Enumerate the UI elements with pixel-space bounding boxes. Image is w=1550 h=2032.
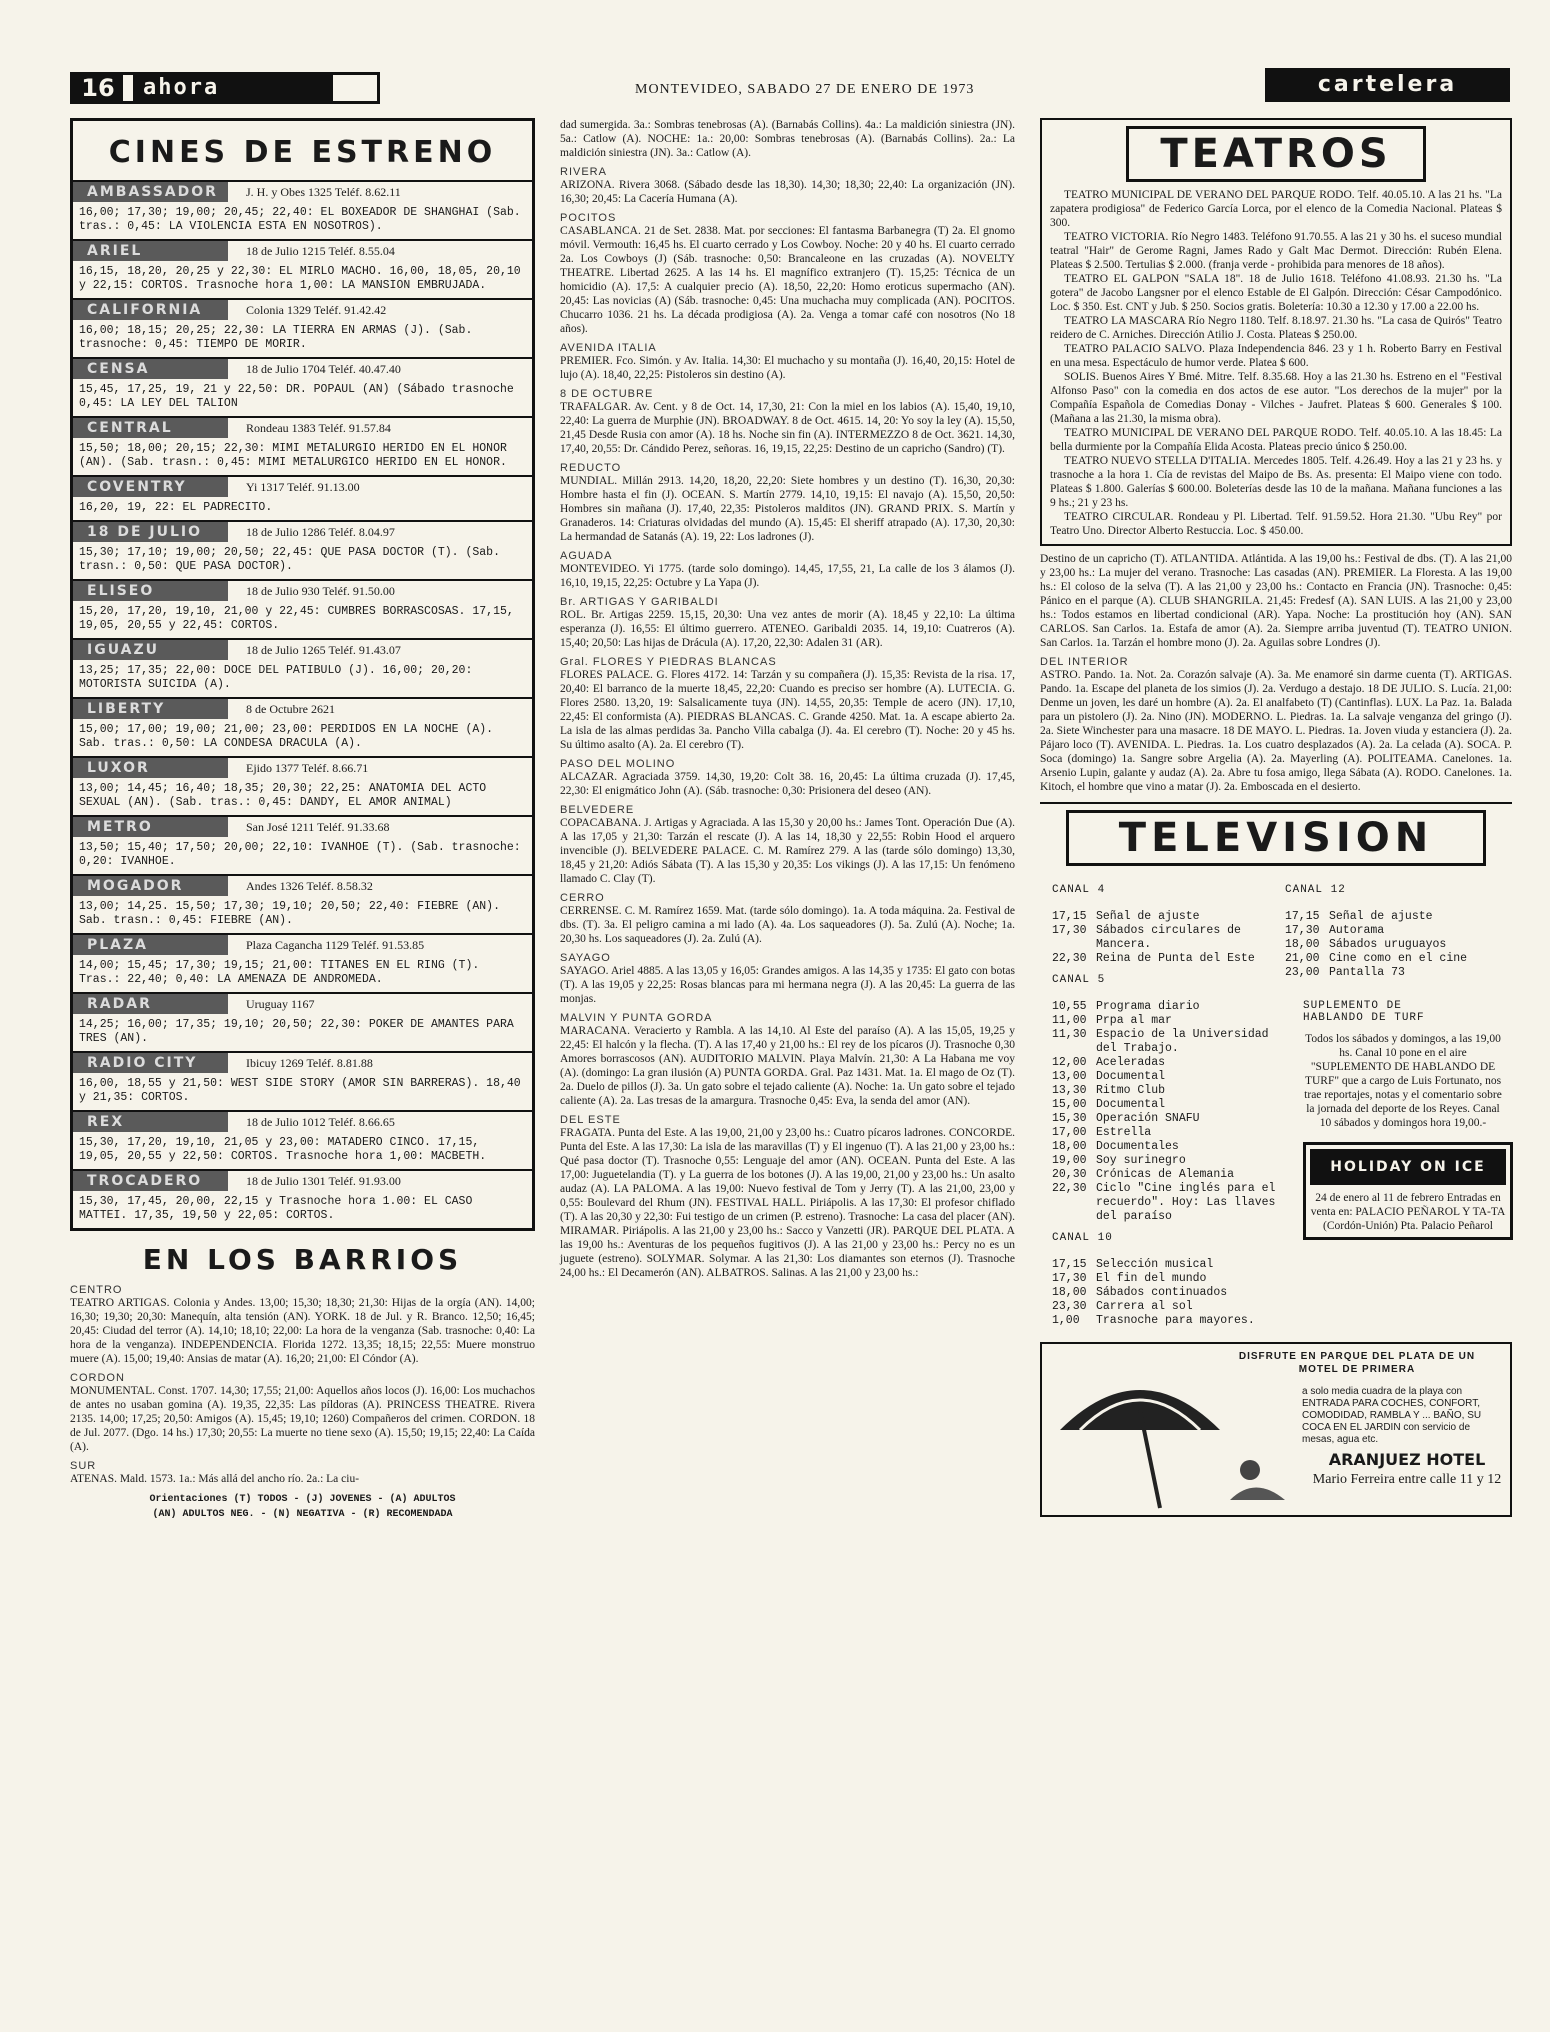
cinema-header bbox=[73, 359, 532, 379]
teatros-list bbox=[1050, 188, 1502, 538]
tv-program-row bbox=[1052, 1314, 1285, 1328]
tv-time: 17,15 bbox=[1285, 910, 1320, 923]
tv-program-row bbox=[1052, 952, 1285, 966]
cinema-showtimes: 15,30, 17,45, 20,00, 22,15 y Trasnoche hora 1.00: EL CASO MATTEI. 17,35, 19,50 y 22,05: CORTOS. bbox=[79, 1195, 473, 1222]
cinema-address: J. H. y Obes 1325 Teléf. 8.62.11 bbox=[246, 184, 401, 199]
tv-program: Trasnoche para mayores. bbox=[1096, 1314, 1255, 1327]
cinema-name: 18 DE JULIO bbox=[73, 522, 228, 542]
tv-program: Documental bbox=[1096, 1098, 1166, 1111]
cinema-showtimes: 16,15, 18,20, 20,25 y 22,30: EL MIRLO MACHO. 16,00, 18,05, 20,10 y 22,15: CORTOS. Trasnoche hora 1,00: LA MANSION EMBRUJADA. bbox=[79, 265, 521, 292]
page-number-box bbox=[70, 72, 380, 104]
page-header bbox=[70, 68, 1510, 108]
tv-program-row bbox=[1052, 1084, 1285, 1098]
tv-program: Sábados uruguayos bbox=[1329, 938, 1447, 951]
cinema-header bbox=[73, 817, 532, 837]
cinema-name: TROCADERO bbox=[73, 1171, 228, 1191]
zone-label: BELVEDERE bbox=[560, 804, 635, 816]
tv-program: Sábados circulares de Mancera. bbox=[1096, 924, 1241, 951]
cinema-header bbox=[73, 699, 532, 719]
tv-program-row bbox=[1052, 1112, 1285, 1126]
cinema-listing bbox=[73, 416, 532, 475]
tv-time: 17,15 bbox=[1052, 910, 1087, 923]
tv-program: Señal de ajuste bbox=[1096, 910, 1200, 923]
tv-program: Autorama bbox=[1329, 924, 1385, 937]
tv-program: Estrella bbox=[1096, 1126, 1152, 1139]
cinema-listing bbox=[73, 933, 532, 992]
zone-label: SUR bbox=[70, 1460, 97, 1472]
zone-listings: ARIZONA. Rivera 3068. (Sábado desde las 18,30). 14,30; 18,30; 22,40: La organización (JN). 16,30; 20,45: La Cacería Humana (A). bbox=[560, 179, 1015, 205]
tv-program-row bbox=[1052, 910, 1285, 924]
holiday-on-ice-ad bbox=[1303, 1142, 1513, 1240]
cinema-showtimes: 15,20, 17,20, 19,10, 21,00 y 22,45: CUMBRES BORRASCOSAS. 17,15, 19,05, 20,55 y 22,45: CORTOS. bbox=[79, 605, 514, 632]
tv-program-row bbox=[1052, 1140, 1285, 1154]
tv-time: 17,30 bbox=[1285, 924, 1320, 937]
cinema-showtimes: 16,00; 17,30; 19,00; 20,45; 22,40: EL BOXEADOR DE SHANGHAI (Sab. tras.: 0,45: LA VIOLENCIA ESTA EN NOSOTROS). bbox=[79, 206, 521, 233]
theatre-listing: TEATRO VICTORIA. Río Negro 1483. Teléfono 91.70.55. A las 21 y 30 hs. el suceso mundial teatral "Hair" de Gerome Ragni, James Rado y Galt Mac Dermot. Dirección: Rubén Elena. Plateas $ 2.500. Tertulias $ 2.000. (franja verde - prohibida para menores de 18 años). bbox=[1050, 231, 1502, 271]
cinema-header bbox=[73, 1112, 532, 1132]
tv-time: 15,00 bbox=[1052, 1098, 1087, 1111]
cinema-address: 8 de Octubre 2621 bbox=[246, 701, 335, 716]
cinema-address: Uruguay 1167 bbox=[246, 996, 315, 1011]
tv-col-right bbox=[1285, 876, 1510, 1328]
cinema-listing bbox=[73, 298, 532, 357]
cinema-name: RADIO CITY bbox=[73, 1053, 228, 1073]
legend-line-2: (AN) ADULTOS NEG. - (N) NEGATIVA - (R) RECOMENDADA bbox=[152, 1509, 453, 1520]
cinema-listing bbox=[73, 1169, 532, 1228]
theatre-listing: TEATRO MUNICIPAL DE VERANO DEL PARQUE RODO. Telf. 40.05.10. A las 18.45: La bella durmiente por la Compañía Elida Acosta. Plateas precio único $ 250.00. bbox=[1050, 427, 1502, 453]
cinema-name: MOGADOR bbox=[73, 876, 228, 896]
canal-10-rows bbox=[1052, 1258, 1285, 1328]
cinema-listing bbox=[73, 815, 532, 874]
cinema-header bbox=[73, 182, 532, 202]
cinema-listing bbox=[73, 992, 532, 1051]
cinema-name: LUXOR bbox=[73, 758, 228, 778]
zone-listings: COPACABANA. J. Artigas y Agraciada. A las 15,30 y 20,00 hs.: James Tont. Operación Due (A). A las 17,05 y 21,30: Tarzán el rescate (J). A las 14, 18,30 y 22,55: Robin Hood el arquero invencible (J). BELVEDERE PALACE. C. M. Ramírez 279. A las (tarde sólo domingo) 13,30, 18,45 y 21,20: Adiós Sábata (T). A las 15,30 y 20,35: Los vikings (J). A las 17,15: Un fenómeno llamado C. Clay (T). bbox=[560, 817, 1015, 885]
tv-time: 18,00 bbox=[1052, 1286, 1087, 1299]
cinema-address: 18 de Julio 1286 Teléf. 8.04.97 bbox=[246, 524, 395, 539]
canal-5-label: CANAL 5 bbox=[1052, 974, 1106, 986]
theatre-listing: TEATRO PALACIO SALVO. Plaza Independencia 846. 23 y 1 h. Roberto Barry en Festival en una mesa. Espectáculo de humor verde. Platea $ 600. bbox=[1050, 343, 1502, 369]
zone-label: Gral. FLORES Y PIEDRAS BLANCAS bbox=[560, 656, 777, 668]
cinema-address: 18 de Julio 930 Teléf. 91.50.00 bbox=[246, 583, 395, 598]
tv-time: 22,30 bbox=[1052, 1182, 1087, 1195]
page-number: 16 bbox=[73, 75, 123, 101]
canal-5-rows bbox=[1052, 1000, 1285, 1224]
tv-program-row bbox=[1052, 1070, 1285, 1084]
cinema-header bbox=[73, 1171, 532, 1191]
cinema-name: REX bbox=[73, 1112, 228, 1132]
tv-time: 19,00 bbox=[1052, 1154, 1087, 1167]
zone-label: MALVIN Y PUNTA GORDA bbox=[560, 1012, 713, 1024]
cinema-listing bbox=[73, 520, 532, 579]
tv-program: Pantalla 73 bbox=[1329, 966, 1405, 979]
tv-time: 23,30 bbox=[1052, 1300, 1087, 1313]
cinema-name: CENSA bbox=[73, 359, 228, 379]
theatre-listing: TEATRO LA MASCARA Río Negro 1180. Telf. 8.18.97. 21.30 hs. "La casa de Quirós" Teatro reidero de C. Arniches. Dirección Atilio J. Costa. Plateas $ 250.00. bbox=[1050, 315, 1502, 341]
cinema-address: 18 de Julio 1215 Teléf. 8.55.04 bbox=[246, 243, 395, 258]
tv-time: 11,00 bbox=[1052, 1014, 1087, 1027]
tv-time: 13,30 bbox=[1052, 1084, 1087, 1097]
ratings-legend bbox=[70, 1492, 535, 1522]
cinema-listing bbox=[73, 756, 532, 815]
cinema-showtimes: 13,25; 17,35; 22,00: DOCE DEL PATIBULO (J). 16,00; 20,20: MOTORISTA SUICIDA (A). bbox=[79, 664, 473, 691]
tv-program: Carrera al sol bbox=[1096, 1300, 1193, 1313]
left-column bbox=[70, 118, 535, 1522]
zone-label: CORDON bbox=[70, 1372, 125, 1384]
cinema-address: 18 de Julio 1301 Teléf. 91.93.00 bbox=[246, 1173, 401, 1188]
cinema-showtimes: 15,50; 18,00; 20,15; 22,30: MIMI METALURGIO HERIDO EN EL HONOR (AN). (Sab. trasn.: 0,45: MIMI METALURGICO HERIDO EN EL HONOR. bbox=[79, 442, 507, 469]
tv-program-row bbox=[1052, 1272, 1285, 1286]
zone-label: AGUADA bbox=[560, 550, 613, 562]
tv-time: 12,00 bbox=[1052, 1056, 1087, 1069]
tv-time: 15,30 bbox=[1052, 1112, 1087, 1125]
canal-4-label: CANAL 4 bbox=[1052, 884, 1106, 896]
cinema-header bbox=[73, 994, 532, 1014]
tv-program: Operación SNAFU bbox=[1096, 1112, 1200, 1125]
cines-title: CINES DE ESTRENO bbox=[108, 135, 497, 170]
cines-de-estreno-box bbox=[70, 118, 535, 1231]
tv-time: 20,30 bbox=[1052, 1168, 1087, 1181]
cinema-address: Rondeau 1383 Teléf. 91.57.84 bbox=[246, 420, 391, 435]
zone-listings: MUNDIAL. Millán 2913. 14,20, 18,20, 22,20: Siete hombres y un destino (T). 16,30, 20,30: Hombre hasta el fin (J). OCEAN. S. Martín 2779. 14,10, 19,15: El navajo (A). 15,50, 20,50: Hombres sin mañana (J). 17,40, 22,35: Pistoleros malditos (JN). GRAND PRIX. S. Martín y Granaderos. 14: Criaturas olvidadas del mundo (A). 15,45: El sheriff atrapado (A). 17,30, 20,30: La hermandad de Satanás (A). 19, 22: Los ladrones (J). bbox=[560, 475, 1015, 543]
tv-time: 10,55 bbox=[1052, 1000, 1087, 1013]
cinema-listing bbox=[73, 1110, 532, 1169]
tv-program-row bbox=[1052, 1000, 1285, 1014]
cinema-address: Ejido 1377 Teléf. 8.66.71 bbox=[246, 760, 369, 775]
cinema-header bbox=[73, 640, 532, 660]
tv-program: Aceleradas bbox=[1096, 1056, 1166, 1069]
zone-label: SAYAGO bbox=[560, 952, 611, 964]
tv-program-row bbox=[1052, 1286, 1285, 1300]
tv-program: Ciclo "Cine inglés para el recuerdo". Hoy: Las llaves del paraíso bbox=[1096, 1182, 1276, 1223]
tv-program-row bbox=[1052, 1056, 1285, 1070]
cinema-showtimes: 15,00; 17,00; 19,00; 21,00; 23,00: PERDIDOS EN LA NOCHE (A). Sab. tras.: 0,50: LA CONDESA DRACULA (A). bbox=[79, 723, 494, 750]
zone-label: RIVERA bbox=[560, 166, 607, 178]
tv-program-row bbox=[1052, 924, 1285, 952]
zone-listings: CERRENSE. C. M. Ramírez 1659. Mat. (tarde sólo domingo). 1a. A toda máquina. 2a. Festival de dbs. (T). 3a. El peligro camina a mi lado (A). 4a. Los saqueadores (J). 5a. Zulú (A). Noche; 1a. 20,30 hs. Los saqueadores (J). 2a. Zulú (A). bbox=[560, 905, 1015, 945]
suplemento-text: Todos los sábados y domingos, a las 19,00 hs. Canal 10 pone en el aire "SUPLEMENTO DE HABLANDO DE TURF" que a cargo de Luis Fortunato, nos trae reportajes, notas y el comentario sobre la jornada del deporte de los Reyes. Canal 10 sábados y domingos hora 19,00.- bbox=[1304, 1033, 1502, 1129]
tv-program-row bbox=[1052, 1014, 1285, 1028]
tv-program-row bbox=[1285, 910, 1510, 924]
ad-headline: DISFRUTE EN PARQUE DEL PLATA DE UN MOTEL DE PRIMERA bbox=[1238, 1351, 1476, 1375]
cinema-listing bbox=[73, 239, 532, 298]
aranjuez-hotel-ad bbox=[1040, 1342, 1512, 1517]
theatre-listing: TEATRO CIRCULAR. Rondeau y Pl. Libertad. Telf. 91.59.52. Hora 21.30. "Ubu Rey" por Teatro Uno. Director Alberto Restuccia. Loc. $ 450.00. bbox=[1050, 511, 1502, 537]
tv-program-row bbox=[1052, 1300, 1285, 1314]
tv-program: El fin del mundo bbox=[1096, 1272, 1207, 1285]
tv-program: Cine como en el cine bbox=[1329, 952, 1468, 965]
zone-listings: ROL. Br. Artigas 2259. 15,15, 20,30: Una vez antes de morir (A). 18,45 y 22,10: La última esperanza (J). 16,55: El último guerrero. ATENEO. Garibaldi 2035. 14, 19,10: Cuatreros (A). 15,40; 20,50: Las hijas de Drácula (A). 17,20, 22,30: Adalen 31 (AR). bbox=[560, 609, 1015, 649]
zone-interior: DEL INTERIOR bbox=[1040, 656, 1129, 668]
tv-program-row bbox=[1052, 1258, 1285, 1272]
cinema-showtimes: 15,45, 17,25, 19, 21 y 22,50: DR. POPAUL (AN) (Sábado trasnoche 0,45: LA LEY DEL TALION bbox=[79, 383, 514, 410]
zone-label: PASO DEL MOLINO bbox=[560, 758, 676, 770]
cinema-name: LIBERTY bbox=[73, 699, 228, 719]
tv-program: Ritmo Club bbox=[1096, 1084, 1166, 1097]
cinema-address: Plaza Cagancha 1129 Teléf. 91.53.85 bbox=[246, 937, 425, 952]
cinema-listing bbox=[73, 475, 532, 520]
tv-listings bbox=[1040, 876, 1512, 1328]
cinema-address: Colonia 1329 Teléf. 91.42.42 bbox=[246, 302, 387, 317]
cinema-listing bbox=[73, 638, 532, 697]
cinema-name: PLAZA bbox=[73, 935, 228, 955]
section-tag: cartelera bbox=[1265, 68, 1510, 102]
tv-program-row bbox=[1052, 1154, 1285, 1168]
tv-program-row bbox=[1052, 1126, 1285, 1140]
cinema-header bbox=[73, 477, 532, 497]
cinema-header bbox=[73, 241, 532, 261]
cinema-name: METRO bbox=[73, 817, 228, 837]
tv-program-row bbox=[1052, 1098, 1285, 1112]
tv-program: Documental bbox=[1096, 1070, 1166, 1083]
zone-label: REDUCTO bbox=[560, 462, 622, 474]
cinema-header bbox=[73, 581, 532, 601]
zone-label: CENTRO bbox=[70, 1284, 123, 1296]
tv-time: 17,15 bbox=[1052, 1258, 1087, 1271]
zone-listings: SAYAGO. Ariel 4885. A las 13,05 y 16,05: Grandes amigos. A las 14,35 y 1735: El gato con botas (T). A las 19,05 y 22,25: Rosas blancas para mi hermana negra (J). A las 20,45: La guerra de las monjas. bbox=[560, 965, 1015, 1005]
cinema-name: COVENTRY bbox=[73, 477, 228, 497]
zone-listings: MONTEVIDEO. Yi 1775. (tarde solo domingo). 14,45, 17,55, 21, La calle de los 3 álamos (J). 16,10, 19,15, 22,25: Octubre y La Yapa (J). bbox=[560, 563, 1015, 589]
barrios-list bbox=[70, 1284, 535, 1486]
zone-label: 8 DE OCTUBRE bbox=[560, 388, 654, 400]
tv-program: Documentales bbox=[1096, 1140, 1179, 1153]
cinema-listing bbox=[73, 579, 532, 638]
canal-10-label: CANAL 10 bbox=[1052, 1232, 1113, 1244]
cinema-address: Ibicuy 1269 Teléf. 8.81.88 bbox=[246, 1055, 373, 1070]
cinema-header bbox=[73, 876, 532, 896]
divider bbox=[1040, 802, 1512, 804]
canal-12-rows bbox=[1285, 910, 1510, 980]
tv-program: Señal de ajuste bbox=[1329, 910, 1433, 923]
cinema-listing bbox=[73, 697, 532, 756]
cinema-name: CENTRAL bbox=[73, 418, 228, 438]
zone-label: DEL ESTE bbox=[560, 1114, 621, 1126]
cinema-name: RADAR bbox=[73, 994, 228, 1014]
zone-label: POCITOS bbox=[560, 212, 617, 224]
holiday-title: HOLIDAY ON ICE bbox=[1310, 1149, 1506, 1185]
zone-listings: FRAGATA. Punta del Este. A las 19,00, 21,00 y 23,00 hs.: Cuatro pícaros ladrones. CONCORDE. Punta del Este. A las 17,30: La isla de las maravillas (T) y El ingenuo (T). A las 21,00 y 23,00 hs.: Qué pasa doctor (T). Trasnoche 0,55: Lenguaje del amor (AN). OCEAN. Punta del Este. A las 17,00: Juguetelandia (T). y La guerra de los botones (J). A las 19,00, 21,00 y 23,00 hs.: Un asalto audaz (A). LA PALOMA. A las 19,00: Nuevo festival de Tom y Jerry (T). A las 21,00, 23,00 y 0,55: Boulevard del Rhum (JN). FESTIVAL HALL. Piriápolis. A las 17,30: El profesor chiflado (T). A las 20,30 y 22,30: Fui testigo de un crimen (P. estreno). Trasnoche: La casa del placer (AN). MIRAMAR. Piriápolis. A las 21,00 y 23,00 hs.: Sacco y Vanzetti (JR). PARQUE DEL PLATA. A las 19,00 hs.: Aventuras de los pequeños fugitivos (J). A las 21,00 y 23,00 hs.: Percy no es un juguete (estreno). SOLYMAR. Solymar. A las 21,30: Los diamantes son eternos (J). Trasnoche 24,00 hs.: El Decamerón (AN). ALBATROS. Salinas. A las 21,00 y 23,00 hs.: bbox=[560, 1127, 1015, 1279]
tv-program: Selección musical bbox=[1096, 1258, 1214, 1271]
tv-program-row bbox=[1052, 1028, 1285, 1056]
theatre-listing: TEATRO EL GALPON "SALA 18". 18 de Julio 1618. Teléfono 41.08.93. 21.30 hs. "La gotera" de Jacobo Langsner por el elenco Estable de El Galpón. Dirección: César Campodónico. Loc. $ 350. Est. CNT y Jub. $ 250. Socios gratis. Boletería: 10.30 a 12.30 y 17.00 a 22.00 hs. bbox=[1050, 273, 1502, 313]
tv-time: 11,30 bbox=[1052, 1028, 1087, 1041]
theatre-listing: TEATRO MUNICIPAL DE VERANO DEL PARQUE RODO. Telf. 40.05.10. A las 21 hs. "La zapatera prodigiosa" de Federico García Lorca, por el elenco de la Comedia Nacional. Plateas $ 300. bbox=[1050, 189, 1502, 229]
tv-time: 18,00 bbox=[1285, 938, 1320, 951]
tv-time: 22,30 bbox=[1052, 952, 1087, 965]
beach-umbrella-illustration bbox=[1050, 1360, 1300, 1510]
zone-listings: MONUMENTAL. Const. 1707. 14,30; 17,55; 21,00: Aquellos años locos (J). 16,00: Los muchachos de antes no usaban gomina (A). 19,35, 22,35: Las píldoras (A). PRINCESS THEATRE. Rivera 2135. 14,00; 17,25; 20,50: Amigos (A). 15,45; 19,10; 1260) Compañeros del crimen. CORDON. 18 de Jul. 2077. (Dgo. 14 hs.) 17,30; 20,55: La muerte no tiene sexo (A). 15,50; 19,15; 22,40: La Caída (A). bbox=[70, 1385, 535, 1453]
middle-column bbox=[560, 118, 1015, 1280]
canal-4-rows bbox=[1052, 910, 1285, 966]
barrios-continued-right: Destino de un capricho (T). ATLANTIDA. Atlántida. A las 19,00 hs.: Festival de dbs. (T). A las 21,00 y 23,00 hs.: La mujer del verano. Trasnoche: Las casadas (AN). PREMIER. La Floresta. A las 19,00 hs.: El coloso de la selva (T). A las 21,00 y 23,00 hs.: Contacto en Francia (JN). Trasnoche: 0,45: Pánico en el parque (A). CLUB SHANGRILA. 21,45: Fredesf (A). SAN LUIS. A las 21,00 y 23,00 hs.: Todos estamos en libertad condicional (AR). Yapa. Noche: La prostitución hoy (AN). SAN CARLOS. San Carlos. 1a. Estafa de amor (A). 2a. Siempre arriba juventud (T). TEATRO UNION. San Carlos. 1a. Tarzán el hombre mono (J). 2a. Aguilas sobre Londres (J). bbox=[1040, 553, 1512, 649]
cinema-header bbox=[73, 522, 532, 542]
tv-program-row bbox=[1285, 952, 1510, 966]
theatre-listing: SOLIS. Buenos Aires Y Bmé. Mitre. Telf. 8.35.68. Hoy a las 21.30 hs. Estreno en el "Festival Alfonso Paso" con la comedia en dos actos de ese autor. "Los derechos de la mujer" por la Compañía Española de Comedias Donay - Vilches - Jaufret. Plateas $ 600. Generales $ 100. (Mañana a las 21.30, la misma obra). bbox=[1050, 371, 1502, 425]
tv-program: Programa diario bbox=[1096, 1000, 1200, 1013]
cinema-address: San José 1211 Teléf. 91.33.68 bbox=[246, 819, 390, 834]
tv-program-row bbox=[1052, 1182, 1285, 1224]
zone-listings: CASABLANCA. 21 de Set. 2838. Mat. por secciones: El fantasma Barbanegra (T) 2a. El gnomo móvil. Vermouth: 16,45 hs. El cuarto cerrado y Los Cowboy. Noche: 20 y 40 hs. El cuarto cerrado 2a. Los Cowboys (J) (Sáb. trasnoche: 0,50: Brancaleone en las cruzadas (A). NOVELTY THEATRE. Libertad 2625. A las 14 hs. El magnífico extranjero (T). 15,25: Técnica de un homicidio (A). 17,5: A cualquier precio (A). 18,50, 22,20: Homo eroticus supermacho (AN). 20,45: Las novicias (A) (Sáb. trasnoche: 0,45: Una muchacha muy complicada (AN). POCITOS. Chucarro 1036. 21 hs. La década prodigiosa (A). 2a. Venga a tomar café con nosotros (No 18 años). bbox=[560, 225, 1015, 335]
zone-listings: ATENAS. Mald. 1573. 1a.: Más allá del ancho río. 2a.: La ciu- bbox=[70, 1473, 360, 1485]
tv-time: 13,00 bbox=[1052, 1070, 1087, 1083]
canal-12-label: CANAL 12 bbox=[1285, 884, 1346, 896]
tv-time: 17,30 bbox=[1052, 924, 1087, 937]
theatre-listing: TEATRO NUEVO STELLA D'ITALIA. Mercedes 1805. Telf. 4.26.49. Hoy a las 21 y 23 hs. y trasnoche a la hora 1. Cía de revistas del Maipo de Bs. As. presenta: El Maipo viene con todo. Plateas $ 1.800. Galerías $ 600.00. Boleterías desde las 10 de la mañana. Mañana funciones a las 9 hs.; 21 y 23 hs. bbox=[1050, 455, 1502, 509]
cinema-showtimes: 15,30, 17,20, 19,10, 21,05 y 23,00: MATADERO CINCO. 17,15, 19,05, 20,55 y 22,50: CORTOS. Trasnoche hora 1,00: MACBETH. bbox=[79, 1136, 487, 1163]
cinema-name: ARIEL bbox=[73, 241, 228, 261]
cines-list bbox=[73, 180, 532, 1228]
cinema-listing bbox=[73, 357, 532, 416]
tv-program: Crónicas de Alemania bbox=[1096, 1168, 1235, 1181]
dateline: MONTEVIDEO, SABADO 27 DE ENERO DE 1973 bbox=[635, 82, 975, 97]
cinema-name: AMBASSADOR bbox=[73, 182, 228, 202]
cinema-listing bbox=[73, 1051, 532, 1110]
tv-program: Espacio de la Universidad del Trabajo. bbox=[1096, 1028, 1269, 1055]
tv-time: 23,00 bbox=[1285, 966, 1320, 979]
suplemento-title: SUPLEMENTO DE HABLANDO DE TURF bbox=[1303, 1000, 1425, 1024]
tv-time: 18,00 bbox=[1052, 1140, 1087, 1153]
cinema-name: IGUAZU bbox=[73, 640, 228, 660]
cinema-showtimes: 14,25; 16,00; 17,35; 19,10; 20,50; 22,30: POKER DE AMANTES PARA TRES (AN). bbox=[79, 1018, 514, 1045]
tv-program: Sábados continuados bbox=[1096, 1286, 1228, 1299]
zone-label: CERRO bbox=[560, 892, 605, 904]
ad-address: Mario Ferreira entre calle 11 y 12 bbox=[1312, 1472, 1502, 1487]
cinema-showtimes: 13,00; 14,45; 16,40; 18,35; 20,30; 22,25: ANATOMIA DEL ACTO SEXUAL (AN). (Sab. tras.: 0,45: DANDY, EL AMOR ANIMAL) bbox=[79, 782, 487, 809]
zone-listings: TRAFALGAR. Av. Cent. y 8 de Oct. 14, 17,30, 21: Con la miel en los labios (A). 15,40, 19,10, 22,40: La guerra de Murphie (JN). BROADWAY. 8 de Oct. 4615. 14, 20: Yo soy la ley (A). 15,50, 21,45 Desde Rusia con amor (A). 18 hs. Noche sin fin (A). INTERMEZZO 8 de Oct. 3621. 14,30, 17,40, 20,55: Dr. Cándido Perez, señoras. 16, 19,15, 22,25: Destino de un capricho (Sandro) (T). bbox=[560, 401, 1015, 455]
cinema-header bbox=[73, 758, 532, 778]
barrios-continued-list bbox=[560, 118, 1015, 1280]
interior-listings: ASTRO. Pando. 1a. Not. 2a. Corazón salvaje (A). 3a. Me enamoré sin darme cuenta (T). ARTIGAS. Pando. 1a. Escape del planeta de los simios (J). 2a. Verdugo a destajo. 18 DE JULIO. S. Lucía. 21,00: Denme un joven, les daré un hombre (A). 2a. El analfabeto (T) (Cantinflas). LUX. La Paz. 1a. Balada para un pistolero (J). 2a. Nino (JN). MODERNO. L. Piedras. 1a. La salvaje venganza del gringo (J). 2a. Siete Winchester para una masacre. 18 DE MAYO. L. Piedras. 1a. Joven viuda y estanciera (J). 2a. Pájaro loco (T). AVENIDA. L. Piedras. 1a. Los cuatro desplazados (A). 2a. La celada (A). SOCA. P. Soca (domingo) 1a. Sangre sobre Argelia (A). 2a. Mayerling (A). POLITEAMA. Canelones. 1a. Arsenio Lupin, galante y audaz (A). 2a. Abre tu fosa amigo, llega Sábata (A). RODO. Canelones. 1a. Kitoch, el hombre que vino a matar (J). 2a. Emboscada en el desierto. bbox=[1040, 669, 1512, 793]
tv-program-row bbox=[1285, 966, 1510, 980]
cinema-header bbox=[73, 1053, 532, 1073]
cinema-showtimes: 15,30; 17,10; 19,00; 20,50; 22,45: QUE PASA DOCTOR (T). (Sab. trasn.: 0,50: QUE PASA DOCTOR). bbox=[79, 546, 500, 573]
ad-body: a solo media cuadra de la playa con ENTRADA PARA COCHES, CONFORT, COMODIDAD, RAMBLA Y ... BAÑO, SU COCA EN EL JARDIN con servicio de mesas, agua etc. bbox=[1302, 1386, 1482, 1445]
cinema-listing bbox=[73, 874, 532, 933]
tv-time: 1,00 bbox=[1052, 1314, 1080, 1327]
teatros-title: TEATROS bbox=[1126, 126, 1426, 182]
teatros-box bbox=[1040, 118, 1512, 546]
cinema-showtimes: 13,00; 14,25. 15,50; 17,30; 19,10; 20,50; 22,40: FIEBRE (AN). Sab. trasn.: 0,45: FIEBRE (AN). bbox=[79, 900, 500, 927]
tv-program-row bbox=[1052, 1168, 1285, 1182]
zone-listings: TEATRO ARTIGAS. Colonia y Andes. 13,00; 15,30; 18,30; 21,30: Hijas de la orgía (AN). 14,00; 16,30; 19,30; 20,30: Manequín, alta tensión (AN). YORK. 18 de Jul. y R. Branco. 12,50; 16,45; 20,45: Ciudad del terror (A). 14,10; 18,10; 22,00: La hora de la venganza (Sab. trasnoche: 0,40: La hora de la venganza). INDEPENDENCIA. Florida 1272. 13,35; 18,15; 22,55: Muere monstruo muere (A). 15,00; 19,40: Ansias de matar (A). 16,20; 21,00: El Cóndor (A). bbox=[70, 1297, 535, 1365]
holiday-text: 24 de enero al 11 de febrero Entradas en venta en: PALACIO PEÑAROL Y TA-TA (Cordón-Unión) Pta. Palacio Peñarol bbox=[1310, 1192, 1506, 1232]
right-column bbox=[1040, 118, 1512, 1517]
zone-listings: PREMIER. Fco. Simón. y Av. Italia. 14,30: El muchacho y su montaña (J). 16,40, 20,15: Hotel de lujo (A). 18,40, 22,25: Pistoleros sin destino (A). bbox=[560, 355, 1015, 381]
tv-time: 17,30 bbox=[1052, 1272, 1087, 1285]
cinema-address: 18 de Julio 1012 Teléf. 8.66.65 bbox=[246, 1114, 395, 1129]
cinema-header bbox=[73, 935, 532, 955]
cinema-showtimes: 14,00; 15,45; 17,30; 19,15; 21,00: TITANES EN EL RING (T). Tras.: 22,40; 0,40: LA AMENAZA DE ANDROMEDA. bbox=[79, 959, 480, 986]
zone-label: AVENIDA ITALIA bbox=[560, 342, 657, 354]
cinema-showtimes: 13,50; 15,40; 17,50; 20,00; 22,10: IVANHOE (T). (Sab. trasnoche: 0,20: IVANHOE. bbox=[79, 841, 521, 868]
ad-hotel-name: ARANJUEZ HOTEL bbox=[1328, 1450, 1486, 1469]
cinema-showtimes: 16,20, 19, 22: EL PADRECITO. bbox=[79, 501, 273, 514]
cinema-address: Yi 1317 Teléf. 91.13.00 bbox=[246, 479, 360, 494]
tv-title: TELEVISION bbox=[1066, 810, 1486, 866]
legend-line-1: Orientaciones (T) TODOS - (J) JOVENES - (A) ADULTOS bbox=[149, 1494, 456, 1505]
tv-col-left bbox=[1040, 876, 1285, 1328]
tv-time: 17,00 bbox=[1052, 1126, 1087, 1139]
cinema-name: ELISEO bbox=[73, 581, 228, 601]
cinema-name: CALIFORNIA bbox=[73, 300, 228, 320]
zone-label: Br. ARTIGAS Y GARIBALDI bbox=[560, 596, 719, 608]
cinema-header bbox=[73, 300, 532, 320]
cinema-showtimes: 16,00, 18,55 y 21,50: WEST SIDE STORY (AMOR SIN BARRERAS). 18,40 y 21,35: CORTOS. bbox=[79, 1077, 521, 1104]
barrios-title: EN LOS BARRIOS bbox=[142, 1243, 463, 1276]
zone-listings: FLORES PALACE. G. Flores 4172. 14: Tarzán y su compañera (J). 15,35: Revista de la risa. 17, 20,40: El barranco de la muerte 18,45, 22,20: Cuando es preciso ser hombre (A). LUTECIA. G. Flores 2580. 13,20, 19: Salsalicamente tuya (JN). 14,55, 20,35: Temple de acero (JN). 17,10, 22,45: El conformista (A). PIEDRAS BLANCAS. C. Grande 4250. Mat. 1a. A escape abierto 2a. La isla de las almas perdidas 3a. Pancho Villa cabalga (J). 4a. El cerebro (T). Noche: 20 y 45 hs. Su último asalto (A). 2a. El cerebro (T). bbox=[560, 669, 1015, 751]
tv-time: 21,00 bbox=[1285, 952, 1320, 965]
tv-program-row bbox=[1285, 924, 1510, 938]
cinema-address: 18 de Julio 1704 Teléf. 40.47.40 bbox=[246, 361, 401, 376]
tv-program: Reina de Punta del Este bbox=[1096, 952, 1255, 965]
cinema-address: 18 de Julio 1265 Teléf. 91.43.07 bbox=[246, 642, 401, 657]
zone-listings: dad sumergida. 3a.: Sombras tenebrosas (A). (Barnabás Collins). 4a.: La maldición siniestra (JN). 5a.: Catlow (A). NOCHE: 1a.: 20,00: Sombras tenebrosas (A). (Barnabás Collins). 2a.: La maldición siniestra (JN). 3a.: Catlow (A). bbox=[560, 119, 1015, 159]
cinema-address: Andes 1326 Teléf. 8.58.32 bbox=[246, 878, 373, 893]
zone-listings: ALCAZAR. Agraciada 3759. 14,30, 19,20: Colt 38. 16, 20,45: La última cruzada (J). 17,45, 22,30: El enigmático John (A). (Sáb. trasnoche: 0,30: Prisionera del deseo (AN). bbox=[560, 771, 1015, 797]
cinema-listing bbox=[73, 180, 532, 239]
tv-program: Soy surinegro bbox=[1096, 1154, 1186, 1167]
magazine-name: ahora bbox=[133, 75, 333, 101]
zone-listings: MARACANA. Veracierto y Rambla. A las 14,10. Al Este del paraíso (A). A las 15,05, 19,25 y 22,45: El halcón y la flecha. (T). A las 17,40 y 21,00 hs.: El rey de los pícaros (J). Trasnoche 0,30 Amores borrascosos (AN). AUDITORIO MALVIN. Playa Malvín. 21,30: A La Habana me voy (A). (domingo: La gran ilusión (A) PUNTA GORDA. Gral. Paz 1431. Mat. 1a. El mago de Oz (T). 2a. Duelo de pillos (J). 3a. Un gato sobre el tejado caliente (A). Noche: 1a. Un gato sobre el tejado caliente (A). 2a. Las tresas de la amargura. Trasnoche 0,45: Eva, la senda del amor (AN). bbox=[560, 1025, 1015, 1107]
cinema-showtimes: 16,00; 18,15; 20,25; 22,30: LA TIERRA EN ARMAS (J). (Sab. trasnoche: 0,45: TIEMPO DE MORIR. bbox=[79, 324, 473, 351]
tv-program: Prpa al mar bbox=[1096, 1014, 1172, 1027]
tv-program-row bbox=[1285, 938, 1510, 952]
cinema-header bbox=[73, 418, 532, 438]
